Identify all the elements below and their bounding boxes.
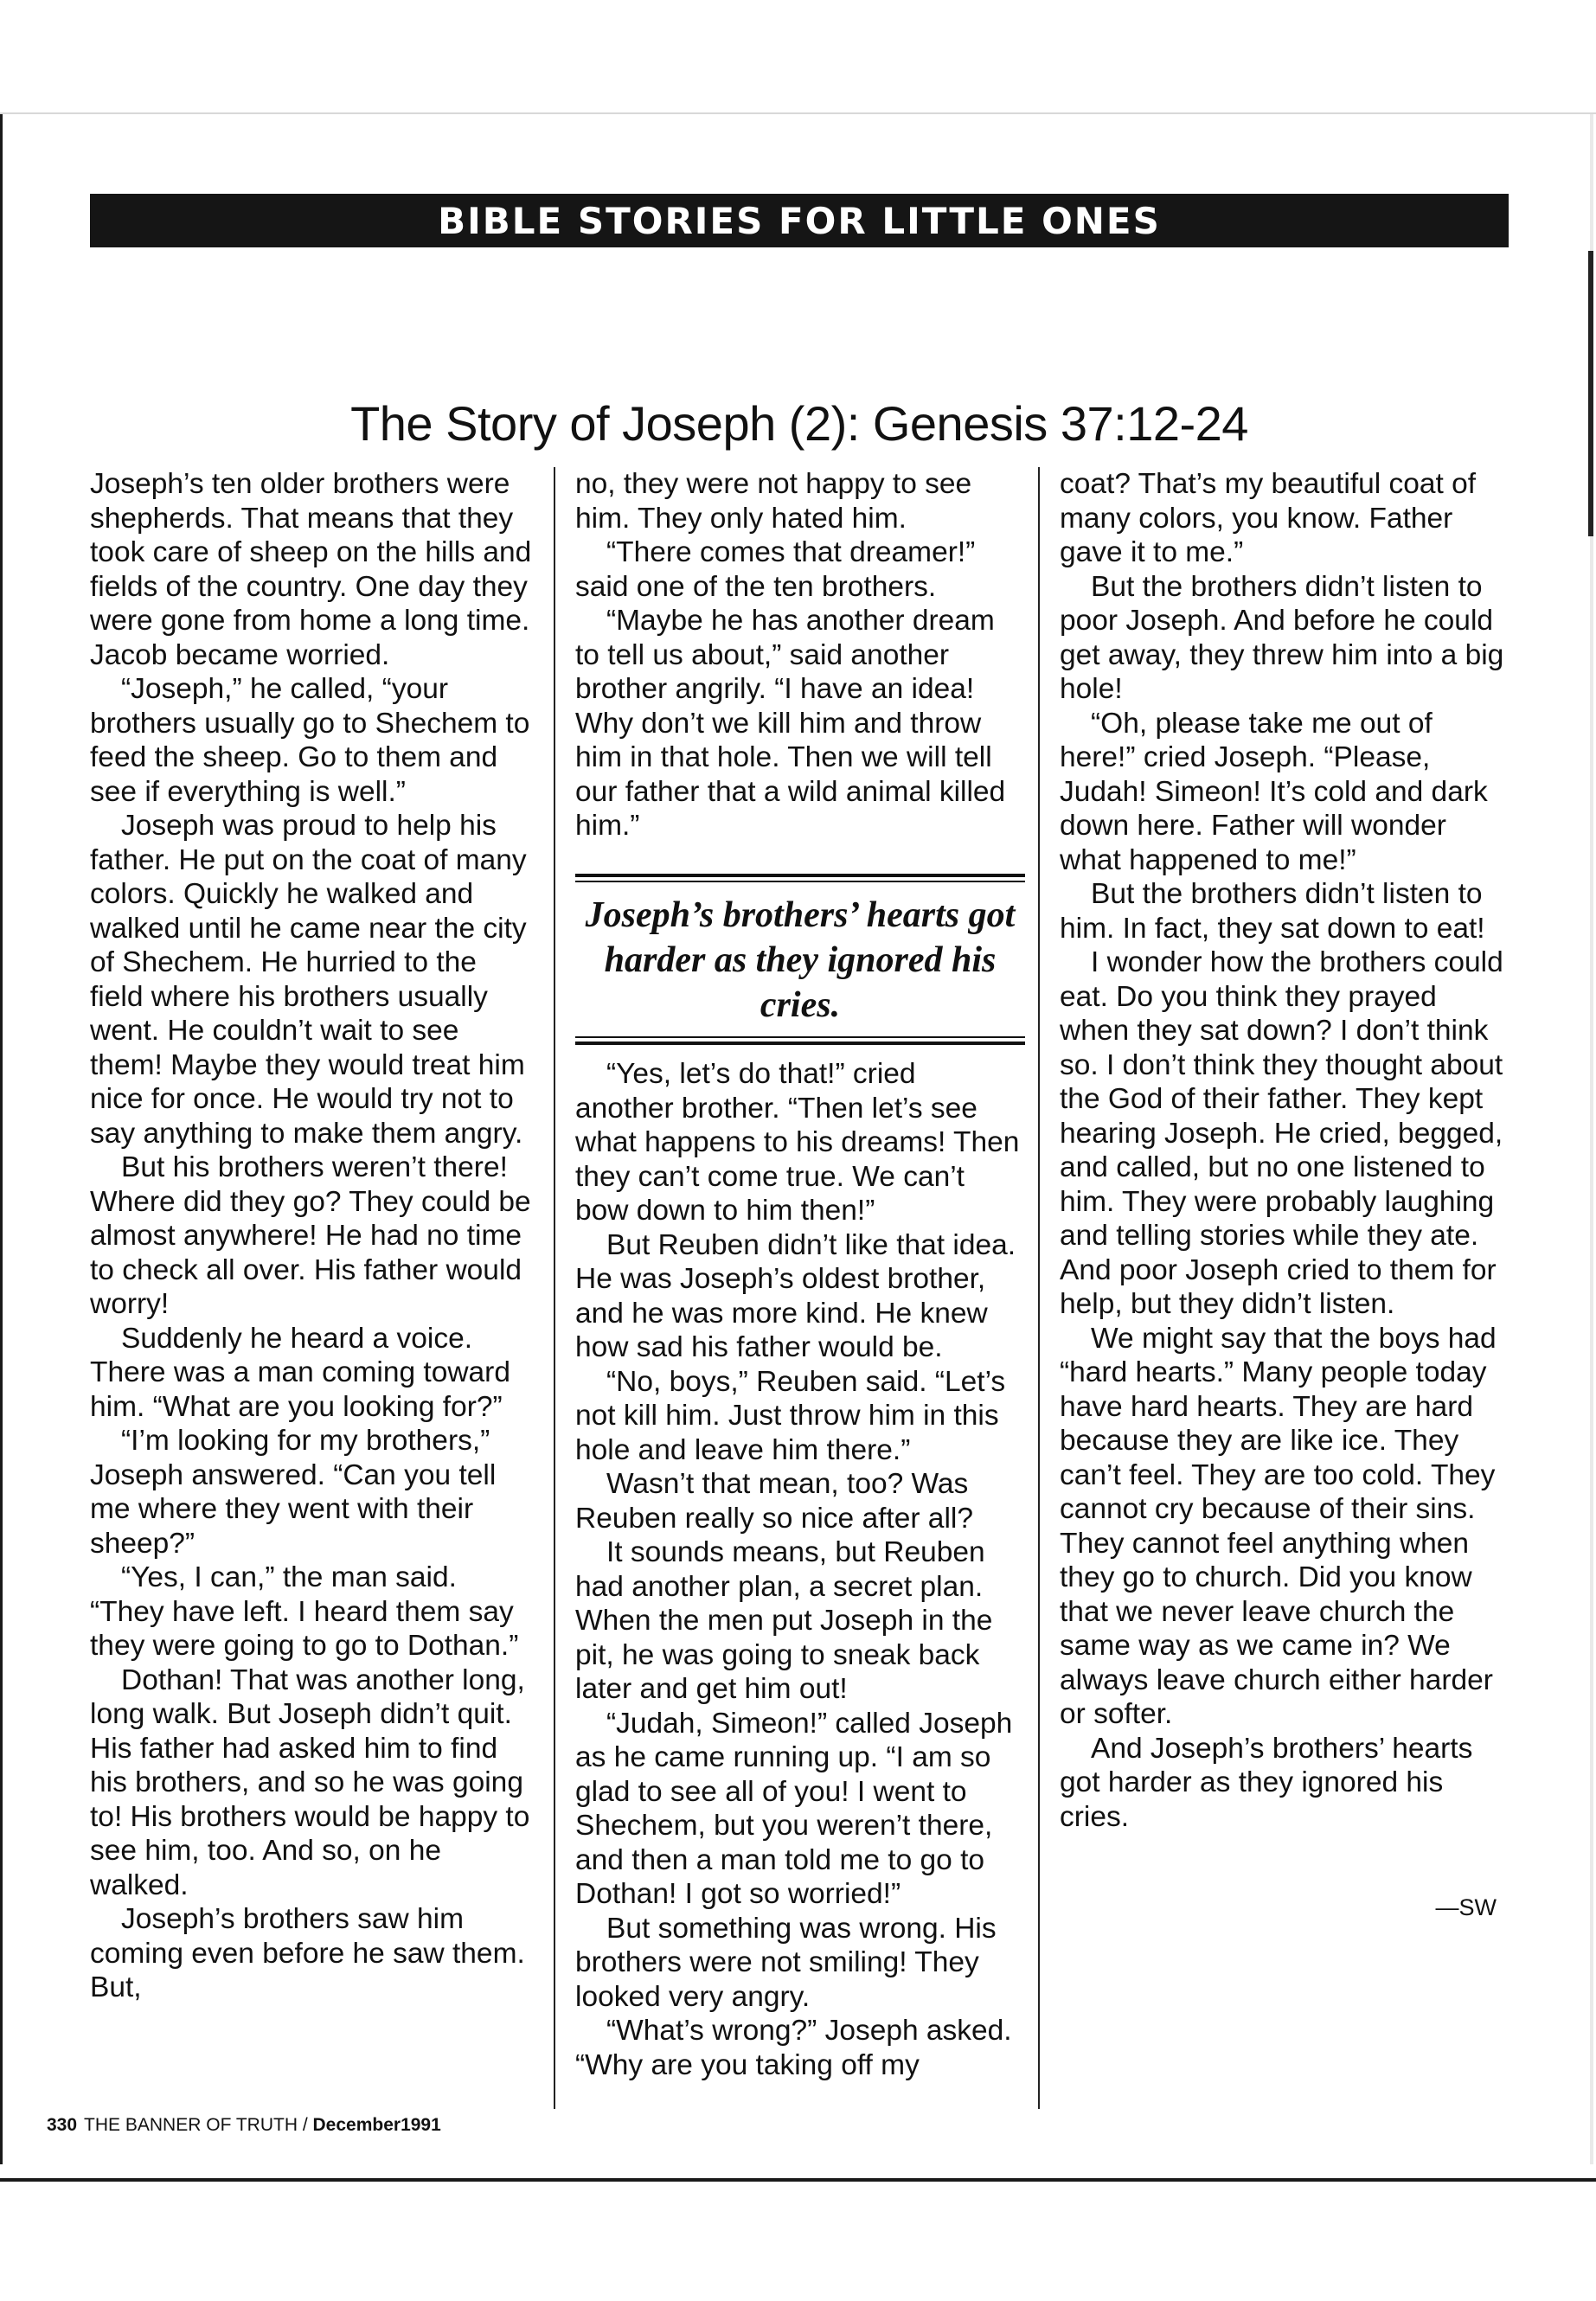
- pull-quote-rule: [575, 1042, 1025, 1045]
- column-divider: [554, 467, 555, 2109]
- paragraph: Dothan! That was another long, long walk. But Joseph didn’t quit. His father had asked him to find his brothers, and so he was going to! His brothers would be happy to see him, too. And so, on he walked.: [90, 1663, 530, 1901]
- page-footer: [47, 2115, 739, 2136]
- paragraph: But something was wrong. His brothers were not smiling! They looked very angry.: [575, 1912, 997, 2013]
- issue-date: December1991: [312, 2115, 441, 2135]
- paragraph: “Yes, let’s do that!” cried another brother. “Then let’s see what happens to his dreams! Then they can’t come true. We can’t bow down to him then!”: [575, 1058, 1020, 1227]
- pull-quote-rule: [575, 881, 1025, 882]
- paragraph: I wonder how the brothers could eat. Do you think they prayed when they sat down? I don’t think so. I don’t think they thought about the God of their father. They kept hearing Joseph. He cried, begged, and called, but no one listened to him. They were probably laughing and telling stories while they ate. And poor Joseph cried to them for help, but they didn’t listen.: [1060, 946, 1503, 1320]
- paragraph: Joseph’s brothers saw him coming even before he saw them. But,: [90, 1903, 525, 2003]
- scan-background-bottom: [0, 2182, 1596, 2301]
- paragraph: Wasn’t that mean, too? Was Reuben really so nice after all?: [575, 1468, 973, 1535]
- column-2-top: [575, 467, 1021, 843]
- pull-quote-rule: [575, 874, 1025, 877]
- column-2-bottom: [575, 1057, 1021, 2082]
- page-right-scan-mark: [1588, 251, 1593, 536]
- paragraph: “What’s wrong?” Joseph asked. “Why are you taking off my: [575, 2015, 1012, 2081]
- paragraph: Joseph was proud to help his father. He put on the coat of many colors. Quickly he walked and walked until he came near the city of Shechem. He hurried to the field where his brothers usually went. He couldn’t wait to see them! Maybe they would treat him nice for once. He would try not to say anything to make them angry.: [90, 810, 527, 1150]
- author-signature: —SW: [1435, 1894, 1497, 1920]
- paragraph: no, they were not happy to see him. They only hated him.: [575, 468, 972, 535]
- paragraph: “No, boys,” Reuben said. “Let’s not kill him. Just throw him in this hole and leave him there.”: [575, 1365, 1006, 1466]
- paragraph: But the brothers didn’t listen to him. In fact, they sat down to eat!: [1060, 878, 1485, 945]
- paragraph: “There comes that dreamer!” said one of the ten brothers.: [575, 536, 976, 603]
- column-divider: [1038, 467, 1040, 2109]
- section-banner: [90, 194, 1509, 247]
- paragraph: Joseph’s ten older brothers were shepherds. That means that they took care of sheep on the hills and fields of the country. One day they were gone from home a long time. Jacob became worried.: [90, 468, 532, 671]
- pull-quote-text: Joseph’s brothers’ hearts got harder as they ignored his cries.: [585, 895, 1016, 1025]
- pull-quote-rule: [575, 1036, 1025, 1038]
- paragraph: Suddenly he heard a voice. There was a man coming toward him. “What are you looking for?”: [90, 1322, 510, 1423]
- paragraph: coat? That’s my beautiful coat of many colors, you know. Father gave it to me.”: [1060, 468, 1477, 568]
- paragraph: We might say that the boys had “hard hearts.” Many people today have hard hearts. They are hard because they are like ice. They can’t feel. They are too cold. They cannot cry because of their sins. They cannot feel anything when they go to church. Did you know that we never leave church the same way as we came in? We always leave church either harder or softer.: [1060, 1322, 1497, 1730]
- column-3: [1060, 467, 1509, 1834]
- paragraph: “Judah, Simeon!” called Joseph as he came running up. “I am so glad to see all of you! I went to Shechem, but you weren’t there, and then a man told me to go to Dothan! I got so worried!”: [575, 1707, 1013, 1910]
- paragraph: “Yes, I can,” the man said. “They have left. I heard them say they were going to go to Dothan.”: [90, 1561, 519, 1662]
- page-left-edge: [0, 114, 3, 2164]
- paragraph: “I’m looking for my brothers,” Joseph answered. “Can you tell me where they went with their sheep?”: [90, 1425, 497, 1560]
- scan-background-top: [0, 0, 1596, 114]
- paragraph: “Maybe he has another dream to tell us about,” said another brother angrily. “I have an idea! Why don’t we kill him and throw him in that hole. Then we will tell our father that a wild animal killed him.”: [575, 605, 1006, 842]
- banner-text: BIBLE STORIES FOR LITTLE ONES: [438, 199, 1161, 242]
- paragraph: And Joseph’s brothers’ hearts got harder as they ignored his cries.: [1060, 1732, 1473, 1833]
- page-number: 330: [47, 2115, 78, 2135]
- article-title: The Story of Joseph (2): Genesis 37:12-24: [350, 396, 1248, 451]
- publication-name: THE BANNER OF TRUTH /: [84, 2115, 313, 2135]
- page-top-edge: [0, 112, 1596, 114]
- column-1: [90, 467, 535, 2005]
- paragraph: “Joseph,” he called, “your brothers usually go to Shechem to feed the sheep. Go to them and see if everything is well.”: [90, 673, 530, 808]
- paragraph: It sounds means, but Reuben had another plan, a secret plan. When the men put Joseph in the pit, he was going to sneak back later and get him out!: [575, 1536, 993, 1705]
- paragraph: But Reuben didn’t like that idea. He was Joseph’s oldest brother, and he was more kind. He knew how sad his father would be.: [575, 1228, 1016, 1363]
- pull-quote: [575, 874, 1025, 1048]
- paragraph: But his brothers weren’t there! Where did they go? They could be almost anywhere! He had no time to check all over. His father would worry!: [90, 1151, 531, 1320]
- paragraph: But the brothers didn’t listen to poor Joseph. And before he could get away, they threw him into a big hole!: [1060, 570, 1504, 705]
- paragraph: “Oh, please take me out of here!” cried Joseph. “Please, Judah! Simeon! It’s cold and dark down here. Father will wonder what happened to me!”: [1060, 707, 1488, 876]
